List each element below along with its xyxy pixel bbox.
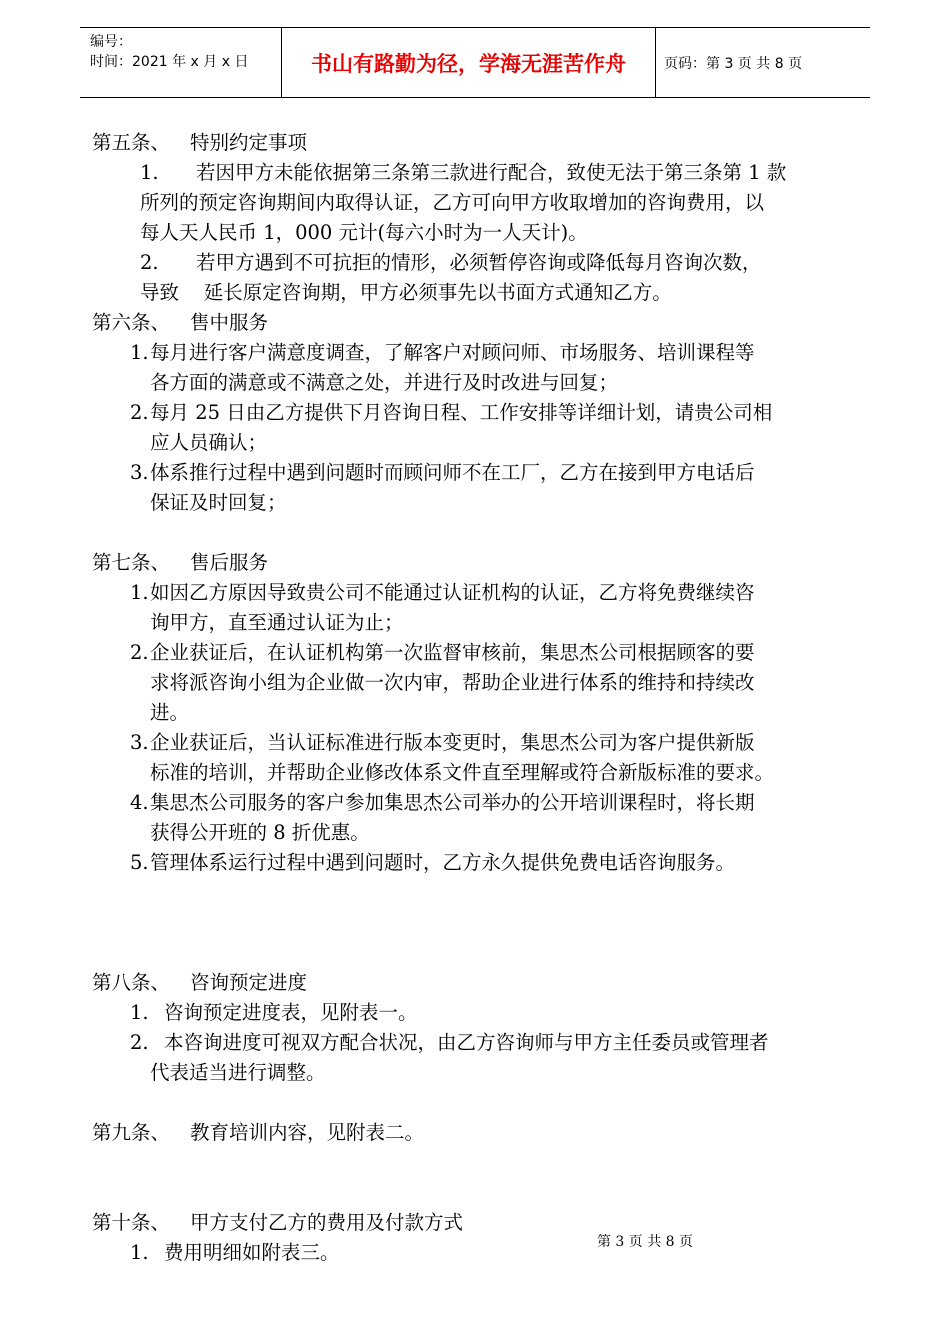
section-number: 第七条、 <box>92 551 171 574</box>
item-text: 若甲方遇到不可抗拒的情形，必须暂停咨询或降低每月咨询次数， <box>196 251 762 274</box>
spacer <box>92 1088 872 1118</box>
list-item <box>92 158 872 188</box>
item-text: 企业获证后，当认证标准进行版本变更时，集思杰公司为客户提供新版 <box>150 731 755 754</box>
item-continuation: 询甲方，直至通过认证为止； <box>150 611 404 634</box>
list-item <box>92 998 872 1028</box>
item-number: 2. <box>140 251 159 274</box>
list-item <box>92 338 872 368</box>
list-item <box>92 788 872 818</box>
item-number: 1. <box>130 1001 149 1024</box>
item-continuation: 导致 延长原定咨询期，甲方必须事先以书面方式通知乙方。 <box>140 281 672 304</box>
item-continuation: 应人员确认； <box>150 431 268 454</box>
list-item <box>92 248 872 278</box>
item-number: 3. <box>130 461 149 484</box>
item-continuation: 所列的预定咨询期间内取得认证，乙方可向甲方收取增加的咨询费用，以 <box>140 191 765 214</box>
document-number-label: 编号： <box>90 34 132 50</box>
item-number: 2. <box>130 641 149 664</box>
section-heading <box>92 548 872 578</box>
item-continuation: 每人天人民币 1，000 元计(每六小时为一人天计)。 <box>140 221 588 244</box>
item-text: 本咨询进度可视双方配合状况，由乙方咨询师与甲方主任委员或管理者 <box>164 1031 769 1054</box>
section-heading <box>92 128 872 158</box>
item-number: 1. <box>140 161 159 184</box>
item-text: 如因乙方原因导致贵公司不能通过认证机构的认证，乙方将免费继续咨 <box>150 581 755 604</box>
section-number: 第五条、 <box>92 131 171 154</box>
item-number: 3. <box>130 731 149 754</box>
item-number: 1. <box>130 1241 149 1264</box>
list-item <box>92 848 872 878</box>
item-text: 若因甲方未能依据第三条第三款进行配合，致使无法于第三条第 1 款 <box>196 161 787 184</box>
spacer <box>92 1148 872 1208</box>
list-item <box>92 398 872 428</box>
item-text: 体系推行过程中遇到问题时而顾问师不在工厂，乙方在接到甲方电话后 <box>150 461 755 484</box>
item-text: 企业获证后，在认证机构第一次监督审核前，集思杰公司根据顾客的要 <box>150 641 755 664</box>
item-text: 每月 25 日由乙方提供下月咨询日程、工作安排等详细计划，请贵公司相 <box>150 401 773 424</box>
section-number: 第八条、 <box>92 971 171 994</box>
item-number: 5. <box>130 851 149 874</box>
item-continuation: 获得公开班的 8 折优惠。 <box>150 821 370 844</box>
item-text: 咨询预定进度表，见附表一。 <box>164 1001 418 1024</box>
item-text: 集思杰公司服务的客户参加集思杰公司举办的公开培训课程时，将长期 <box>150 791 755 814</box>
document-body <box>92 128 872 1268</box>
spacer <box>92 878 872 938</box>
spacer <box>92 938 872 968</box>
item-continuation: 保证及时回复； <box>150 491 287 514</box>
section-title: 特别约定事项 <box>190 131 308 154</box>
section-title: 售中服务 <box>190 311 269 334</box>
section-heading <box>92 968 872 998</box>
item-number: 4. <box>130 791 149 814</box>
item-text: 费用明细如附表三。 <box>164 1241 340 1264</box>
item-text: 管理体系运行过程中遇到问题时，乙方永久提供免费电话咨询服务。 <box>150 851 736 874</box>
item-number: 2. <box>130 401 149 424</box>
item-continuation: 求将派咨询小组为企业做一次内审，帮助企业进行体系的维持和持续改 <box>150 671 755 694</box>
item-continuation: 标准的培训，并帮助企业修改体系文件直至理解或符合新版标准的要求。 <box>150 761 775 784</box>
item-continuation: 进。 <box>150 701 190 724</box>
page-header <box>80 27 870 98</box>
document-time-label: 时间：2021 年 x 月 x 日 <box>90 54 249 70</box>
section-heading <box>92 1118 872 1148</box>
header-page-label: 页码：第 3 页 共 8 页 <box>664 55 803 72</box>
page-footer: 第 3 页 共 8 页 <box>596 1234 694 1250</box>
item-continuation: 各方面的满意或不满意之处，并进行及时改进与回复； <box>150 371 619 394</box>
section-title: 甲方支付乙方的费用及付款方式 <box>190 1211 464 1234</box>
section-number: 第九条、 <box>92 1121 171 1144</box>
list-item <box>92 578 872 608</box>
item-number: 1. <box>130 581 149 604</box>
spacer <box>92 518 872 548</box>
list-item <box>92 458 872 488</box>
item-number: 2. <box>130 1031 149 1054</box>
list-item <box>92 1028 872 1058</box>
header-motto: 书山有路勤为径，学海无涯苦作舟 <box>282 28 656 97</box>
list-item <box>92 728 872 758</box>
item-number: 1. <box>130 341 149 364</box>
section-title: 教育培训内容，见附表二。 <box>190 1121 425 1144</box>
section-number: 第六条、 <box>92 311 171 334</box>
section-title: 咨询预定进度 <box>190 971 308 994</box>
section-heading <box>92 308 872 338</box>
item-continuation: 代表适当进行调整。 <box>150 1061 326 1084</box>
header-meta <box>80 28 282 97</box>
section-number: 第十条、 <box>92 1211 171 1234</box>
list-item <box>92 638 872 668</box>
item-text: 每月进行客户满意度调查，了解客户对顾问师、市场服务、培训课程等 <box>150 341 755 364</box>
section-title: 售后服务 <box>190 551 269 574</box>
